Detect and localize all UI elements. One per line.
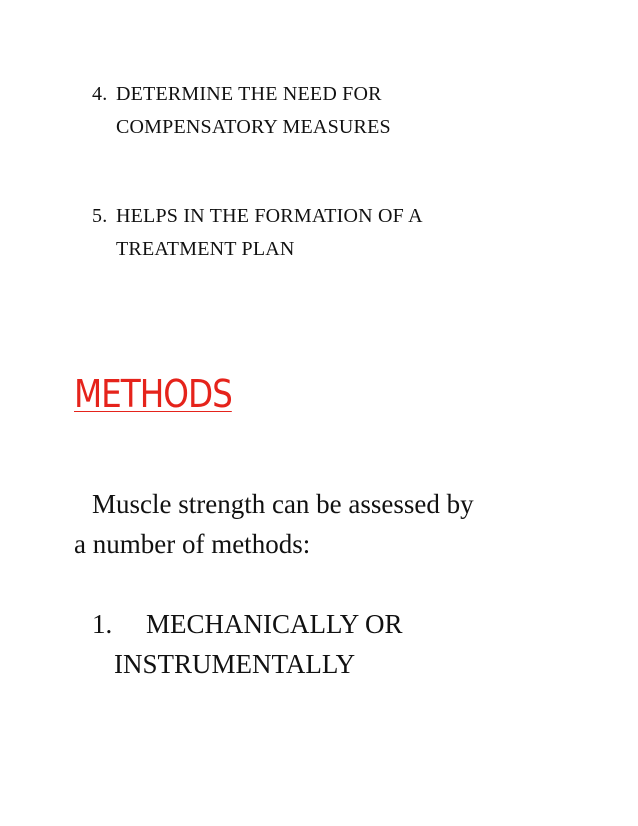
section-heading-methods: METHODS <box>74 372 232 416</box>
list-item-5 <box>92 200 423 266</box>
list-text-line2: COMPENSATORY MEASURES <box>116 116 391 138</box>
method-text-line1: MECHANICALLY OR <box>146 609 403 639</box>
intro-line2: a number of methods: <box>74 529 311 559</box>
list-text-line1: HELPS IN THE FORMATION OF A <box>116 205 423 227</box>
method-text-line2: INSTRUMENTALLY <box>114 649 356 679</box>
list-number: 4. <box>92 83 108 105</box>
intro-paragraph <box>74 484 574 564</box>
list-number: 5. <box>92 205 108 227</box>
list-item-4 <box>92 78 391 144</box>
list-text-line2: TREATMENT PLAN <box>116 238 295 260</box>
method-number: 1. <box>92 609 113 639</box>
intro-line1: Muscle strength can be assessed by <box>92 489 474 519</box>
list-text-line1: DETERMINE THE NEED FOR <box>116 83 382 105</box>
method-item-1 <box>92 604 403 684</box>
